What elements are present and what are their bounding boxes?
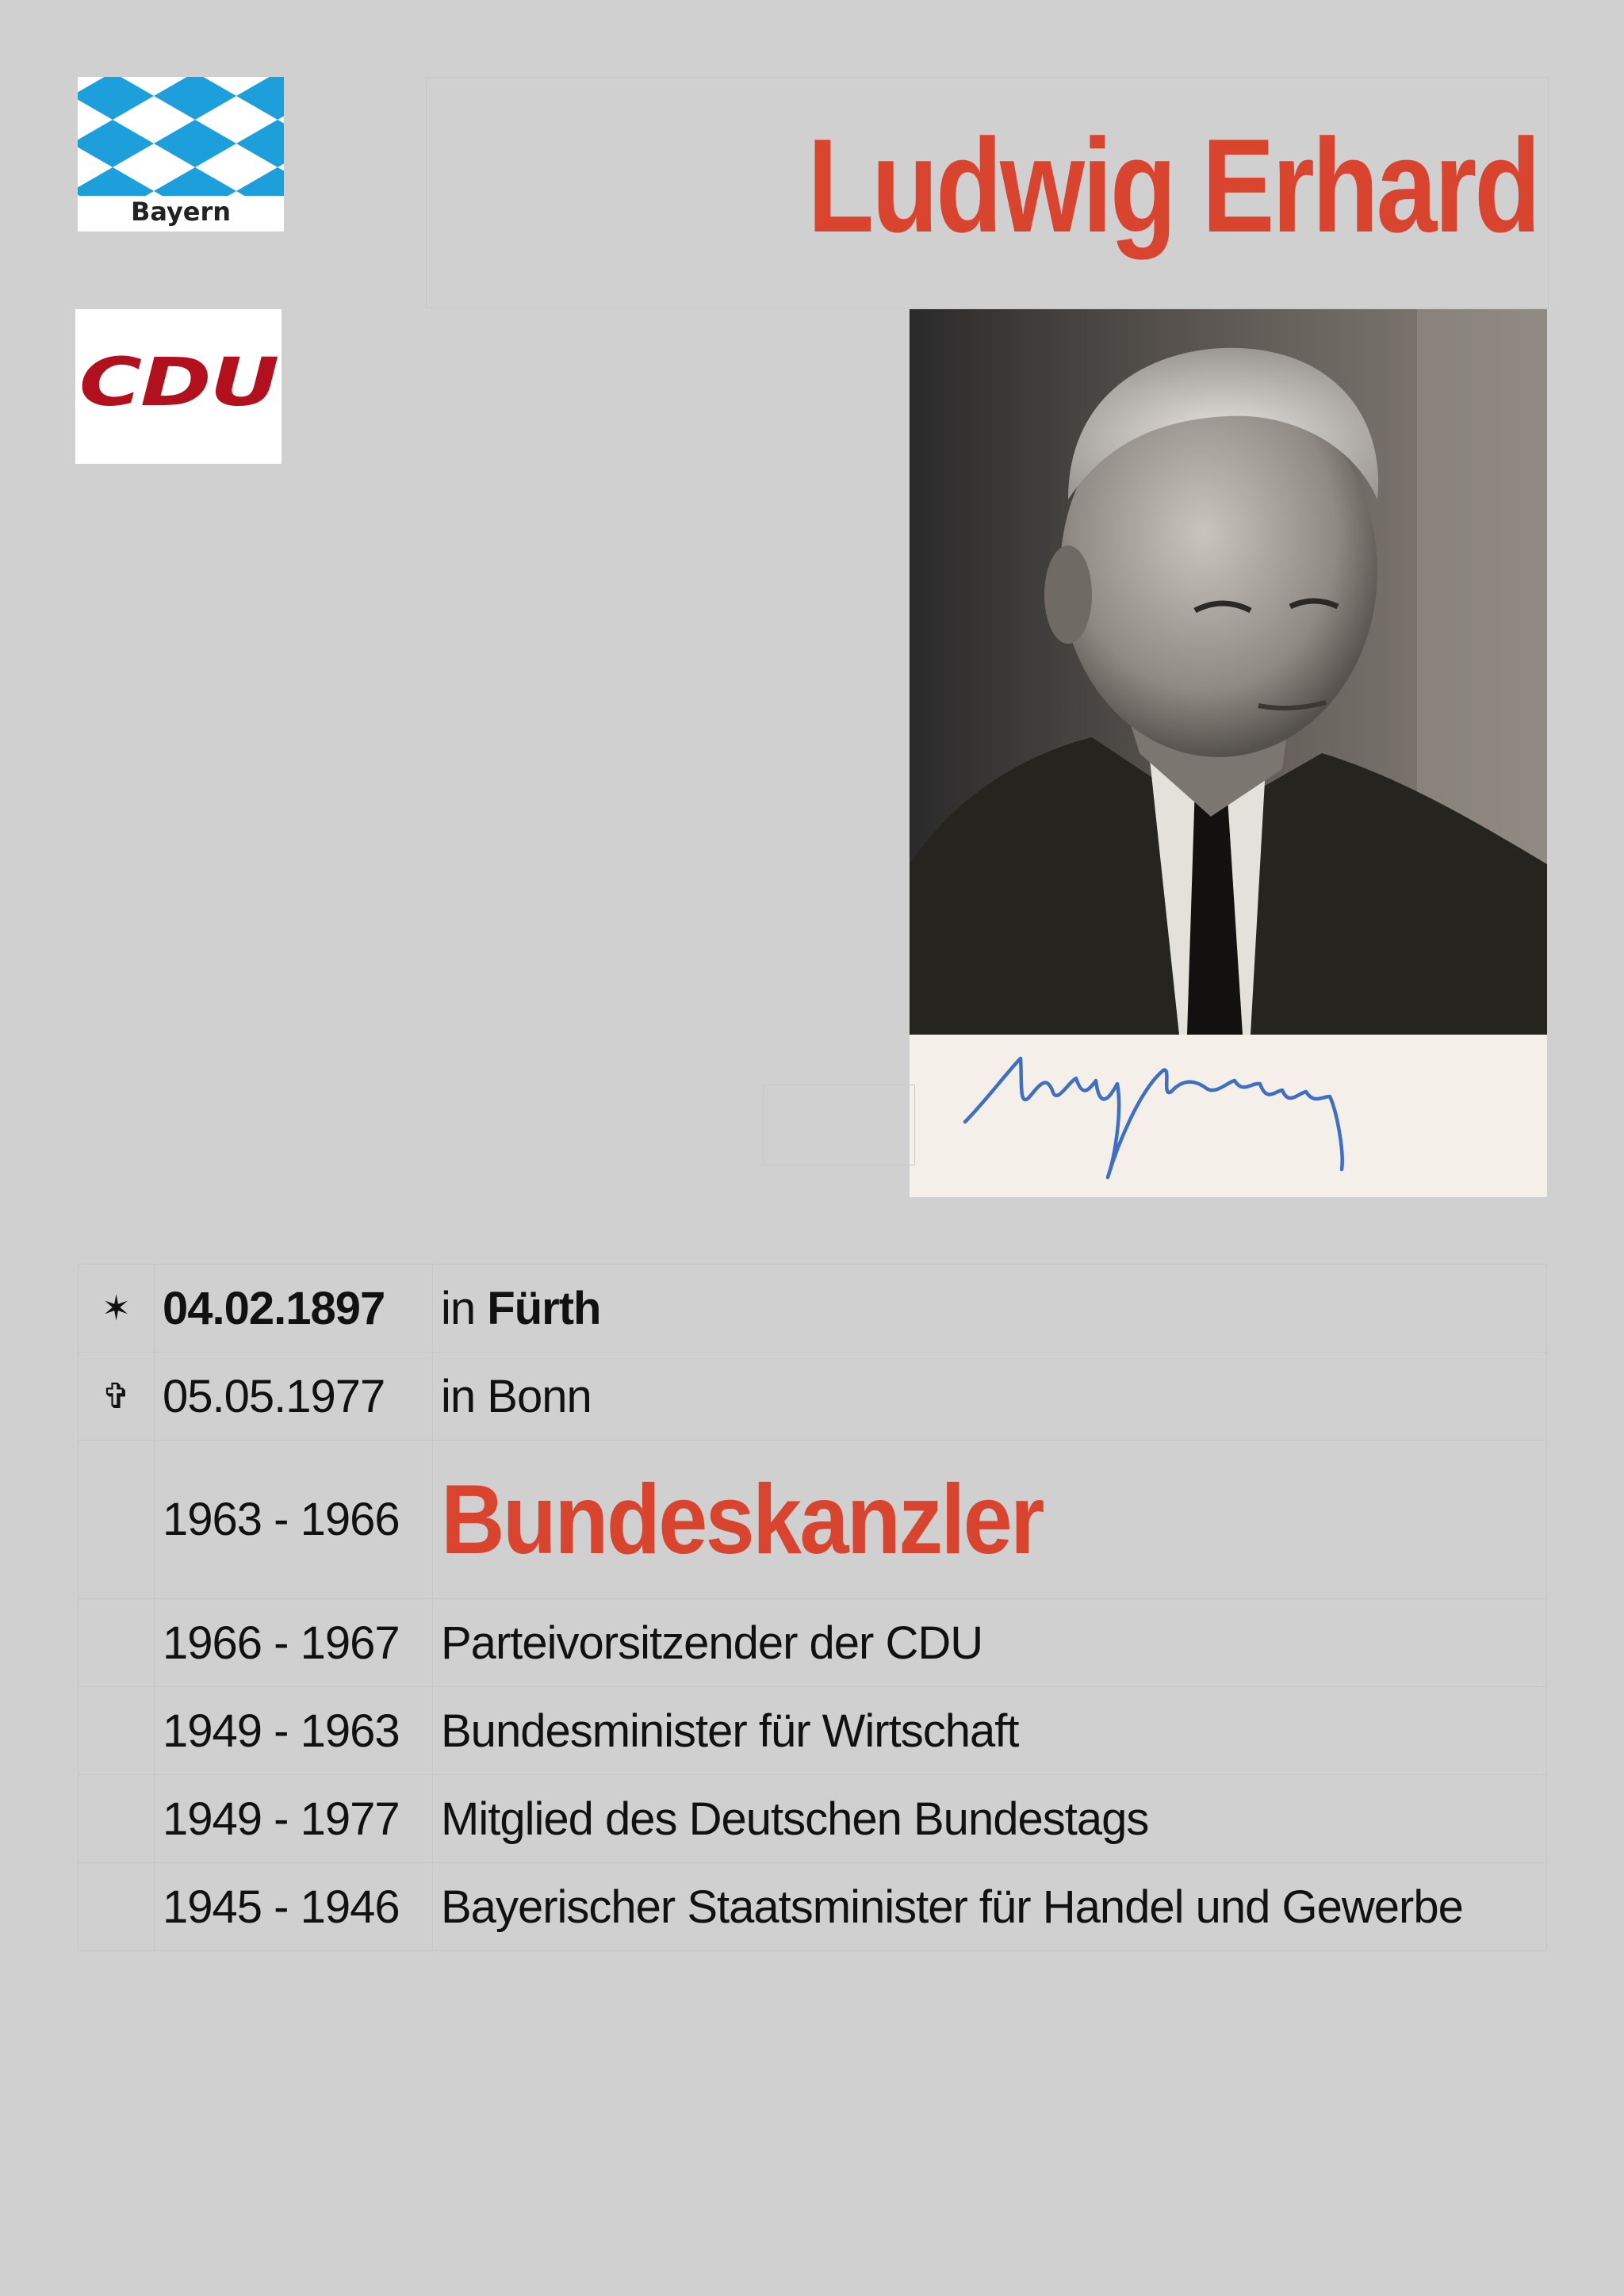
career-role: Mitglied des Deutschen Bundestags: [433, 1775, 1547, 1863]
death-date: 05.05.1977: [155, 1353, 433, 1441]
birth-star-icon: ✶: [79, 1265, 155, 1353]
table-row-career: [79, 1863, 1547, 1951]
title-box: [426, 77, 1549, 308]
death-cross-icon: ✞: [79, 1353, 155, 1441]
bavarian-lozenge-icon: [78, 77, 284, 196]
table-row-death: [79, 1353, 1547, 1441]
biography-table: [78, 1264, 1547, 1951]
career-period: 1949 - 1977: [155, 1775, 433, 1863]
death-place-prefix: in: [441, 1370, 476, 1422]
birth-place-prefix: in: [441, 1282, 476, 1334]
career-role-cell: [433, 1441, 1547, 1599]
table-row-career: [79, 1441, 1547, 1599]
death-place-cell: [433, 1353, 1547, 1441]
page-title: Ludwig Erhard: [807, 111, 1538, 260]
cdu-logo-label: CDU: [79, 343, 278, 422]
empty-cell: [79, 1599, 155, 1687]
career-period: 1966 - 1967: [155, 1599, 433, 1687]
birth-place: Fürth: [487, 1282, 601, 1334]
career-period: 1963 - 1966: [155, 1441, 433, 1599]
birth-place-cell: [433, 1265, 1547, 1353]
career-role: Bayerischer Staatsminister für Handel und Gewerbe: [433, 1863, 1547, 1951]
signature-scan-frame: [763, 1085, 915, 1165]
portrait: [910, 309, 1547, 1197]
career-role-highlight: Bundeskanzler: [441, 1464, 1043, 1575]
table-row-career: [79, 1599, 1547, 1687]
death-place: Bonn: [487, 1370, 592, 1422]
signature: [910, 1035, 1547, 1197]
table-row-career: [79, 1775, 1547, 1863]
career-period: 1945 - 1946: [155, 1863, 433, 1951]
table-row-birth: [79, 1265, 1547, 1353]
bayern-logo: [78, 77, 284, 232]
cdu-logo: [75, 309, 282, 464]
empty-cell: [79, 1441, 155, 1599]
career-role: Bundesminister für Wirtschaft: [433, 1687, 1547, 1775]
career-role: Parteivorsitzender der CDU: [433, 1599, 1547, 1687]
table-row-career: [79, 1687, 1547, 1775]
empty-cell: [79, 1775, 155, 1863]
empty-cell: [79, 1687, 155, 1775]
birth-date: 04.02.1897: [155, 1265, 433, 1353]
portrait-photo: [910, 309, 1547, 1035]
empty-cell: [79, 1863, 155, 1951]
bayern-logo-label: Bayern: [130, 197, 232, 227]
career-period: 1949 - 1963: [155, 1687, 433, 1775]
